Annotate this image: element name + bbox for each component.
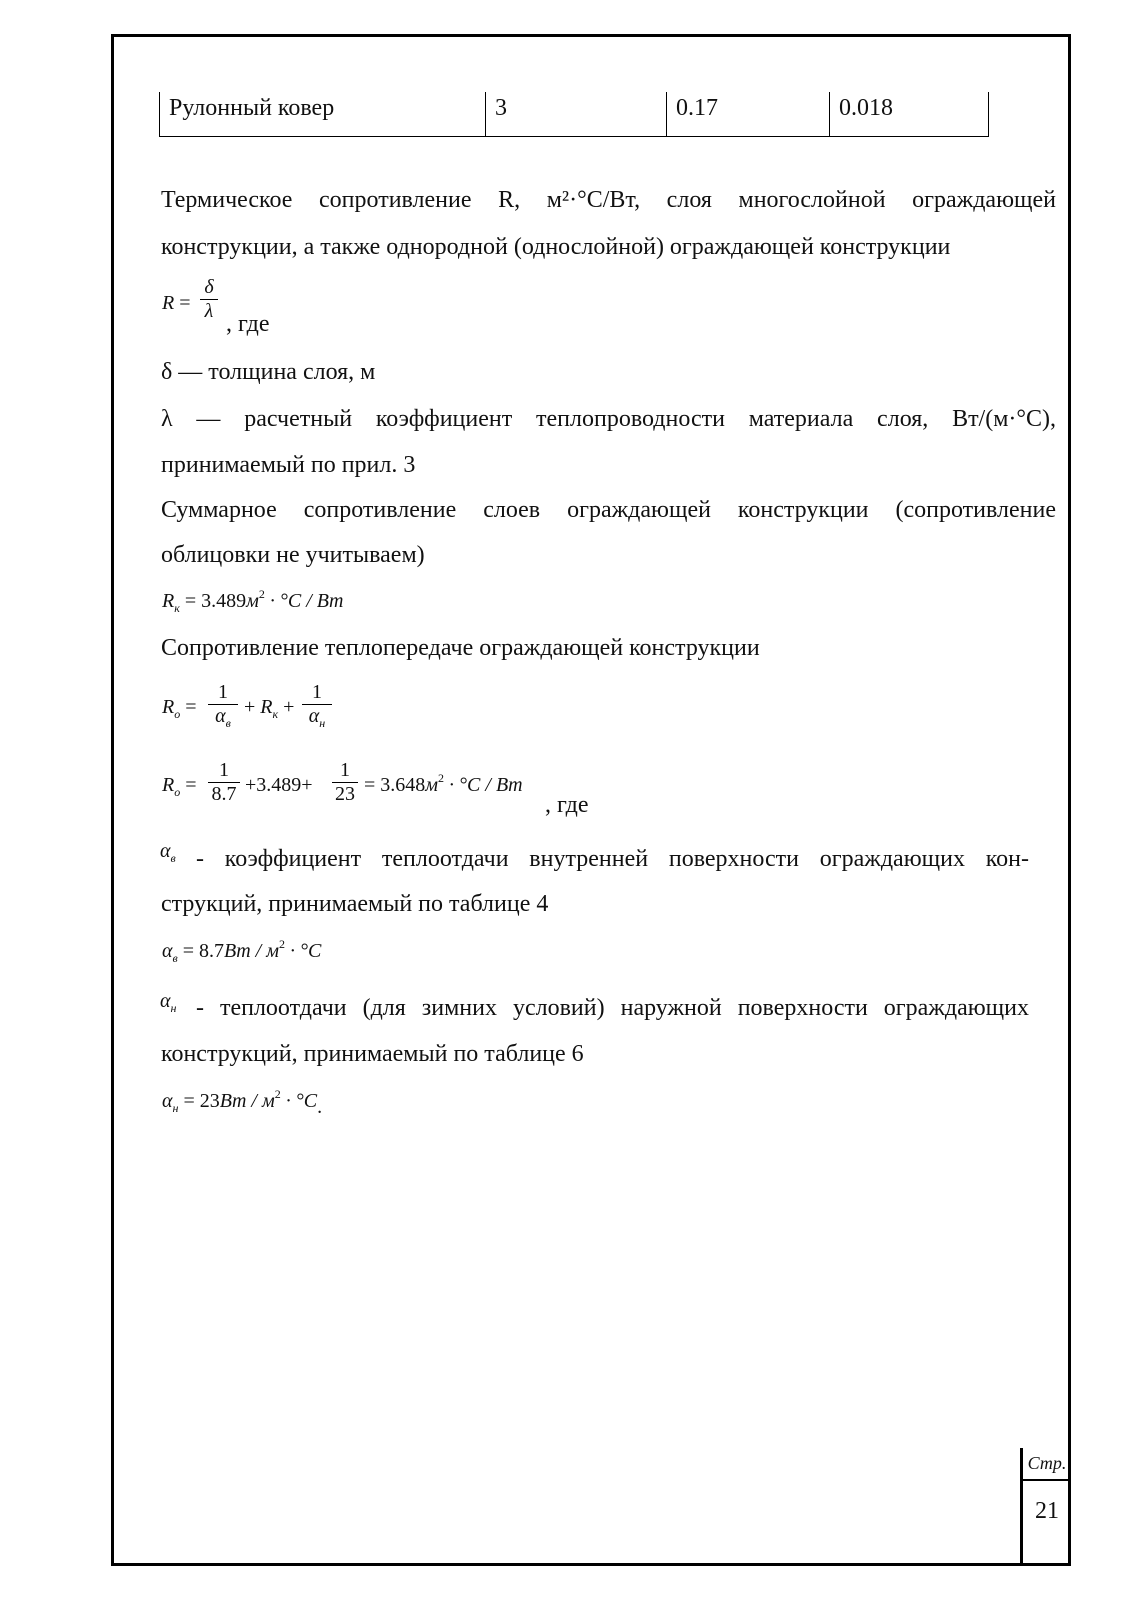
math-subscript: в	[170, 851, 176, 865]
table-cell-value: 3	[486, 92, 667, 137]
math-unit: · °C	[289, 940, 322, 962]
math-symbol: R	[162, 696, 175, 718]
math-subscript: н	[170, 1001, 177, 1015]
fraction-one-alpha-v	[208, 681, 238, 728]
math-operator: =	[182, 940, 194, 962]
formula-ro-values-mid	[245, 774, 313, 797]
math-symbol: R	[162, 590, 175, 612]
formula-r	[162, 292, 191, 315]
table-cell-value: 0.17	[667, 92, 830, 137]
paragraph-line: Суммарное сопротивление слоев ограждающей конструкции (сопротивление	[161, 497, 1056, 523]
math-symbol: α	[162, 1090, 173, 1112]
math-subscript: к	[272, 707, 279, 721]
where-text: , где	[545, 792, 589, 818]
math-value: 23	[199, 1090, 220, 1112]
math-unit: м	[246, 590, 259, 612]
fraction-denominator: λ	[204, 300, 214, 322]
formula-rk	[162, 587, 344, 615]
symbol-alpha-n	[160, 990, 176, 1013]
page-number: 21	[1035, 1498, 1059, 1524]
math-symbol: α	[160, 990, 171, 1012]
definition-lambda-cont: принимаемый по прил. 3	[161, 452, 416, 478]
math-symbol: R	[162, 292, 175, 314]
where-text: , где	[226, 311, 270, 337]
math-superscript: 2	[258, 587, 265, 601]
math-subscript: о	[174, 785, 181, 799]
math-superscript: 2	[274, 1087, 281, 1101]
table-row	[160, 92, 989, 137]
math-operator: =	[184, 590, 197, 612]
math-operator: =	[179, 292, 191, 314]
fraction-numerator: 1	[312, 681, 322, 703]
symbol-alpha-v	[160, 840, 176, 863]
definition-delta: δ — толщина слоя, м	[161, 359, 376, 385]
formula-ro-general	[162, 696, 197, 719]
math-value: 3.489	[201, 590, 247, 612]
math-unit: · °C / Bm	[269, 590, 344, 612]
math-superscript: 2	[278, 937, 285, 951]
math-symbol: α	[308, 705, 320, 727]
math-operator: =	[185, 774, 197, 796]
math-symbol: R	[260, 696, 273, 718]
math-operator: +	[244, 696, 256, 718]
formula-ro-mid	[244, 696, 294, 719]
fraction-numerator: 1	[218, 681, 228, 703]
definition-alpha-n: - теплоотдачи (для зимних условий) наружной поверхности ограждающих	[196, 995, 1029, 1021]
math-symbol: α	[160, 840, 171, 862]
fraction-one-23	[332, 759, 358, 806]
math-subscript: в	[172, 951, 178, 965]
math-operator: +	[283, 696, 295, 718]
fraction-numerator: δ	[204, 276, 214, 298]
fraction-one-8-7	[208, 759, 240, 806]
math-unit: Bm / м	[224, 940, 279, 962]
fraction-numerator: 1	[219, 759, 229, 781]
math-subscript: о	[174, 707, 181, 721]
formula-ro-result	[364, 771, 523, 797]
math-value: 8.7	[199, 940, 224, 962]
page-frame	[111, 34, 1071, 1566]
math-unit: · °C	[285, 1090, 318, 1112]
math-operator: =	[364, 774, 376, 796]
fraction-numerator: 1	[340, 759, 350, 781]
math-unit: · °C / Bm	[449, 774, 523, 796]
math-subscript: к	[174, 601, 180, 615]
math-subscript: н	[172, 1101, 179, 1115]
math-subscript: н	[319, 716, 326, 730]
fraction-one-alpha-n	[302, 681, 332, 728]
math-symbol: R	[162, 774, 175, 796]
fraction-denominator: 8.7	[211, 783, 237, 805]
formula-alpha-n	[162, 1087, 323, 1118]
math-subscript: в	[225, 716, 231, 730]
math-operator: +	[245, 774, 257, 796]
paragraph-line: облицовки не учитываем)	[161, 542, 425, 568]
math-symbol: α	[162, 940, 173, 962]
paragraph-line: Термическое сопротивление R, м²·°С/Вт, слоя многослойной ограждающей	[161, 187, 1056, 213]
fraction-delta-lambda	[200, 276, 218, 323]
page-label: Стр.	[1023, 1448, 1071, 1481]
math-unit: м	[425, 774, 439, 796]
math-unit: Bm / м	[219, 1090, 275, 1112]
paragraph-line: Сопротивление теплопередаче ограждающей конструкции	[161, 635, 760, 661]
layers-table	[159, 92, 989, 137]
math-operator: =	[185, 696, 197, 718]
formula-ro-values	[162, 774, 197, 797]
fraction-denominator	[302, 705, 332, 728]
fraction-denominator: 23	[335, 783, 355, 805]
math-value: 3.489	[256, 774, 302, 796]
paragraph-line: конструкции, а также однородной (однослойной) ограждающей конструкции	[161, 234, 951, 260]
math-operator: =	[183, 1090, 195, 1112]
definition-alpha-v: - коэффициент теплоотдачи внутренней поверхности ограждающих кон-	[196, 846, 1029, 872]
final-period: .	[317, 1096, 323, 1118]
table-cell-value: 0.018	[830, 92, 989, 137]
math-operator: +	[301, 774, 313, 796]
definition-lambda: λ — расчетный коэффициент теплопроводности материала слоя, Вт/(м·°С),	[161, 406, 1056, 432]
formula-alpha-v	[162, 937, 322, 965]
math-value: 3.648	[380, 774, 426, 796]
math-symbol: α	[215, 705, 226, 727]
page-number-stamp	[1020, 1448, 1071, 1566]
definition-alpha-v-cont: струкций, принимаемый по таблице 4	[161, 891, 549, 917]
table-cell-material: Рулонный ковер	[160, 92, 486, 137]
fraction-denominator	[208, 705, 238, 728]
math-superscript: 2	[438, 771, 445, 785]
definition-alpha-n-cont: конструкций, принимаемый по таблице 6	[161, 1041, 584, 1067]
